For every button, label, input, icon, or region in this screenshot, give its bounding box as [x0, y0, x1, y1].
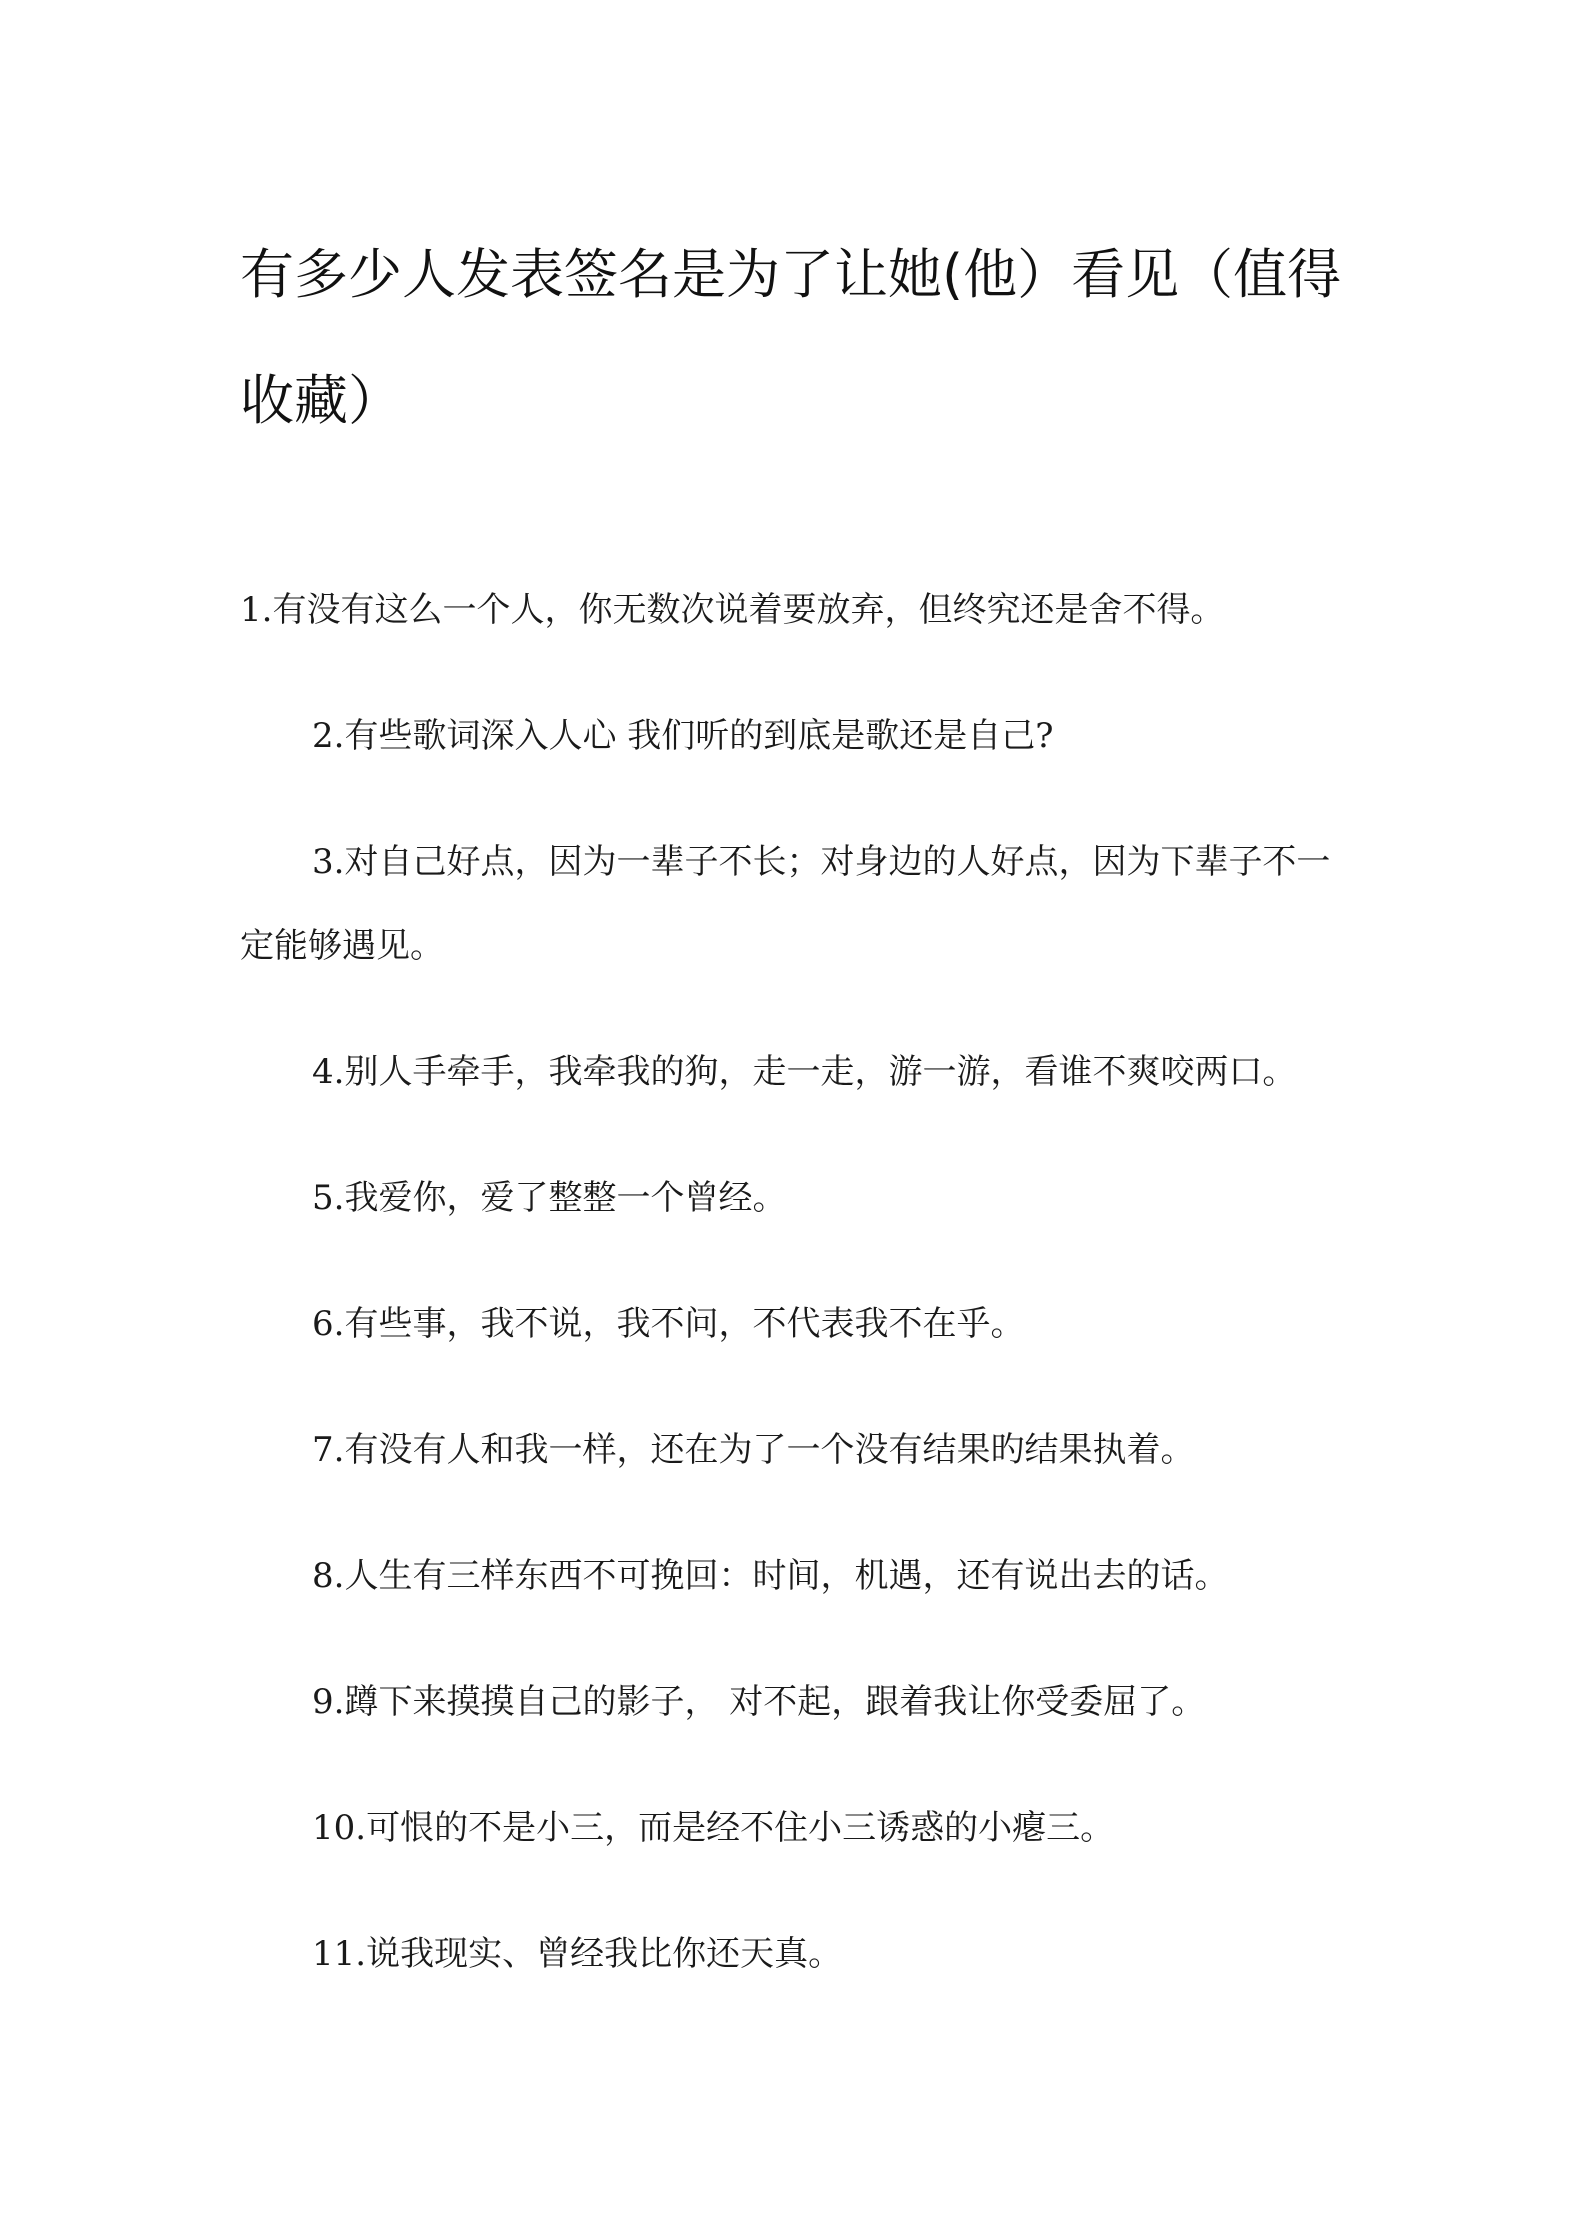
paragraph-8: 8.人生有三样东西不可挽回：时间，机遇，还有说出去的话。: [312, 1556, 1229, 1596]
paragraph-6: 6.有些事，我不说，我不问，不代表我不在乎。: [312, 1304, 1025, 1344]
paragraph-11: 11.说我现实、曾经我比你还天真。: [312, 1934, 843, 1974]
paragraph-10: 10.可恨的不是小三，而是经不住小三诱惑的小瘪三。: [312, 1808, 1115, 1848]
document-title: 有多少人发表签名是为了让她(他）看见（值得收藏）: [240, 243, 1342, 432]
paragraph-5: 5.我爱你，爱了整整一个曾经。: [312, 1178, 787, 1218]
paragraph-4: 4.别人手牵手，我牵我的狗，走一走，游一游，看谁不爽咬两口。: [312, 1052, 1297, 1092]
paragraph-3: 3.对自己好点，因为一辈子不长；对身边的人好点，因为下辈子不一定能够遇见。: [240, 842, 1331, 966]
paragraph-2: 2.有些歌词深入人心 我们听的到底是歌还是自己?: [312, 716, 1054, 756]
paragraph-9: 9.蹲下来摸摸自己的影子， 对不起，跟着我让你受委屈了。: [312, 1682, 1206, 1722]
paragraph-7: 7.有没有人和我一样，还在为了一个没有结果旳结果执着。: [312, 1430, 1195, 1470]
paragraph-1: 1.有没有这么一个人，你无数次说着要放弃，但终究还是舍不得。: [240, 590, 1225, 630]
